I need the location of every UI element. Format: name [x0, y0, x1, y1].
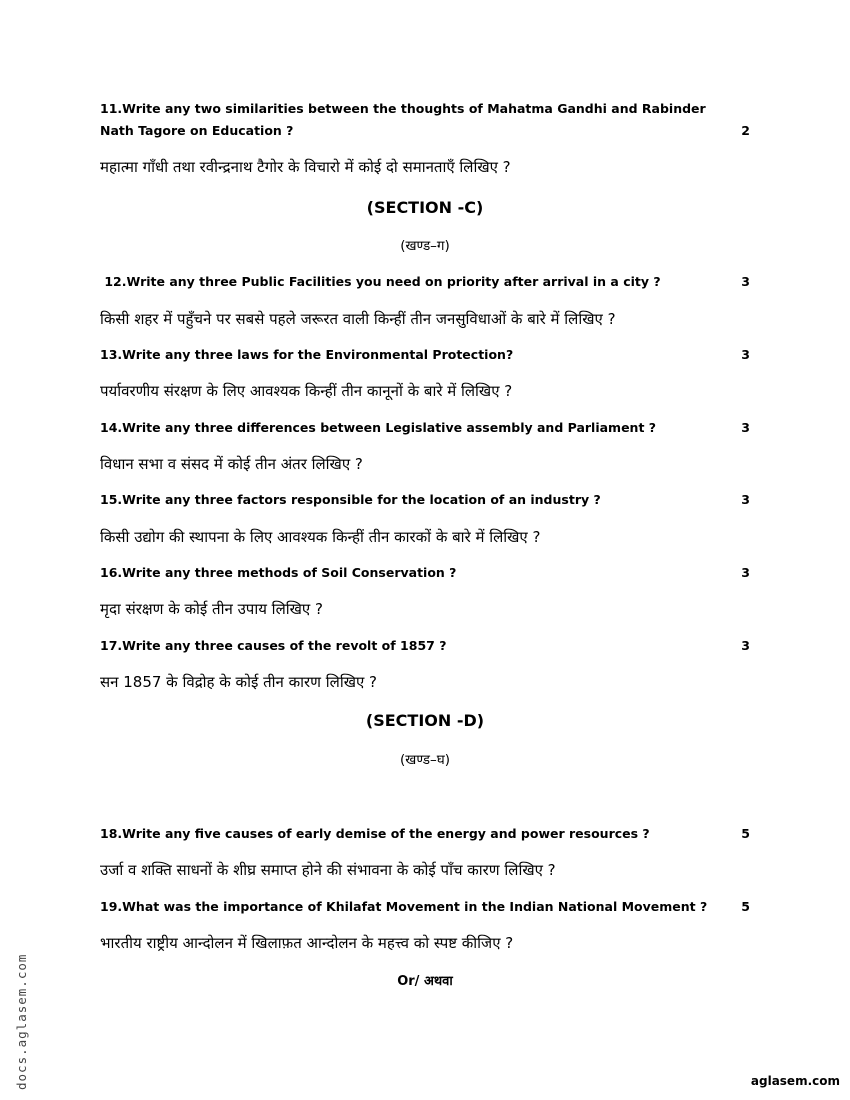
question-15: [100, 489, 750, 511]
section-c-hindi: (खण्ड–ग): [400, 238, 450, 254]
section-d-title: (SECTION -D): [365, 711, 485, 730]
section-c-title: (SECTION -C): [366, 198, 484, 217]
question-text: 12.Write any three Public Facilities you need on priority after arrival in a city ?: [100, 274, 661, 289]
question-text: 14.Write any three differences between Legislative assembly and Parliament ?: [100, 420, 657, 435]
question-16-hindi: मृदा संरक्षण के कोई तीन उपाय लिखिए ?: [100, 600, 323, 618]
question-11-hindi: महात्मा गाँधी तथा रवीन्द्रनाथ टैगोर के विचारो में कोई दो समानताएँ लिखिए ?: [100, 158, 511, 176]
question-11: [100, 98, 750, 142]
question-marks: 3: [741, 565, 750, 580]
question-text: 19.What was the importance of Khilafat Movement in the Indian National Movement ?: [100, 899, 708, 914]
question-19-hindi: भारतीय राष्ट्रीय आन्दोलन में खिलाफ़त आन्दोलन के महत्त्व को स्पष्ट कीजिए ?: [100, 934, 514, 952]
question-text: 15.Write any three factors responsible for the location of an industry ?: [100, 492, 601, 507]
question-marks: 3: [741, 492, 750, 507]
question-marks: 3: [741, 638, 750, 653]
question-text: 17.Write any three causes of the revolt of 1857 ?: [100, 638, 447, 653]
question-text: 13.Write any three laws for the Environmental Protection?: [100, 347, 514, 362]
question-17: [100, 635, 750, 657]
question-16: [100, 562, 750, 584]
section-d-hindi: (खण्ड–घ): [400, 752, 450, 768]
question-marks: 5: [741, 899, 750, 914]
question-text: 18.Write any five causes of early demise of the energy and power resources ?: [100, 826, 650, 841]
question-19: [100, 896, 750, 918]
question-14-hindi: विधान सभा व संसद में कोई तीन अंतर लिखिए ?: [100, 455, 363, 473]
question-13: [100, 344, 750, 366]
watermark: docs.aglasem.com: [14, 953, 29, 1090]
question-15-hindi: किसी उद्योग की स्थापना के लिए आवश्यक किन्हीं तीन कारकों के बारे में लिखिए ?: [100, 528, 541, 546]
question-marks: 3: [741, 420, 750, 435]
question-18: [100, 823, 750, 845]
question-marks: 2: [741, 123, 750, 138]
footer-logo: aglasem.com: [750, 1074, 840, 1088]
question-text: 16.Write any three methods of Soil Conservation ?: [100, 565, 457, 580]
question-17-hindi: सन 1857 के विद्रोह के कोई तीन कारण लिखिए ?: [100, 673, 378, 691]
question-18-hindi: उर्जा व शक्ति साधनों के शीघ्र समाप्त होने की संभावना के कोई पाँच कारण लिखिए ?: [100, 861, 556, 879]
question-13-hindi: पर्यावरणीय संरक्षण के लिए आवश्यक किन्हीं तीन कानूनों के बारे में लिखिए ?: [100, 382, 513, 400]
or-separator: Or/ अथवा: [397, 974, 453, 989]
question-marks: 3: [741, 347, 750, 362]
question-14: [100, 417, 750, 439]
question-12-hindi: किसी शहर में पहुँचने पर सबसे पहले जरूरत वाली किन्हीं तीन जनसुविधाओं के बारे में लिखिए ?: [100, 310, 616, 328]
question-marks: 3: [741, 274, 750, 289]
question-12: [100, 271, 750, 293]
question-marks: 5: [741, 826, 750, 841]
question-text: 11.Write any two similarities between the thoughts of Mahatma Gandhi and Rabinder Nath Tagore on Education ?: [100, 101, 706, 138]
